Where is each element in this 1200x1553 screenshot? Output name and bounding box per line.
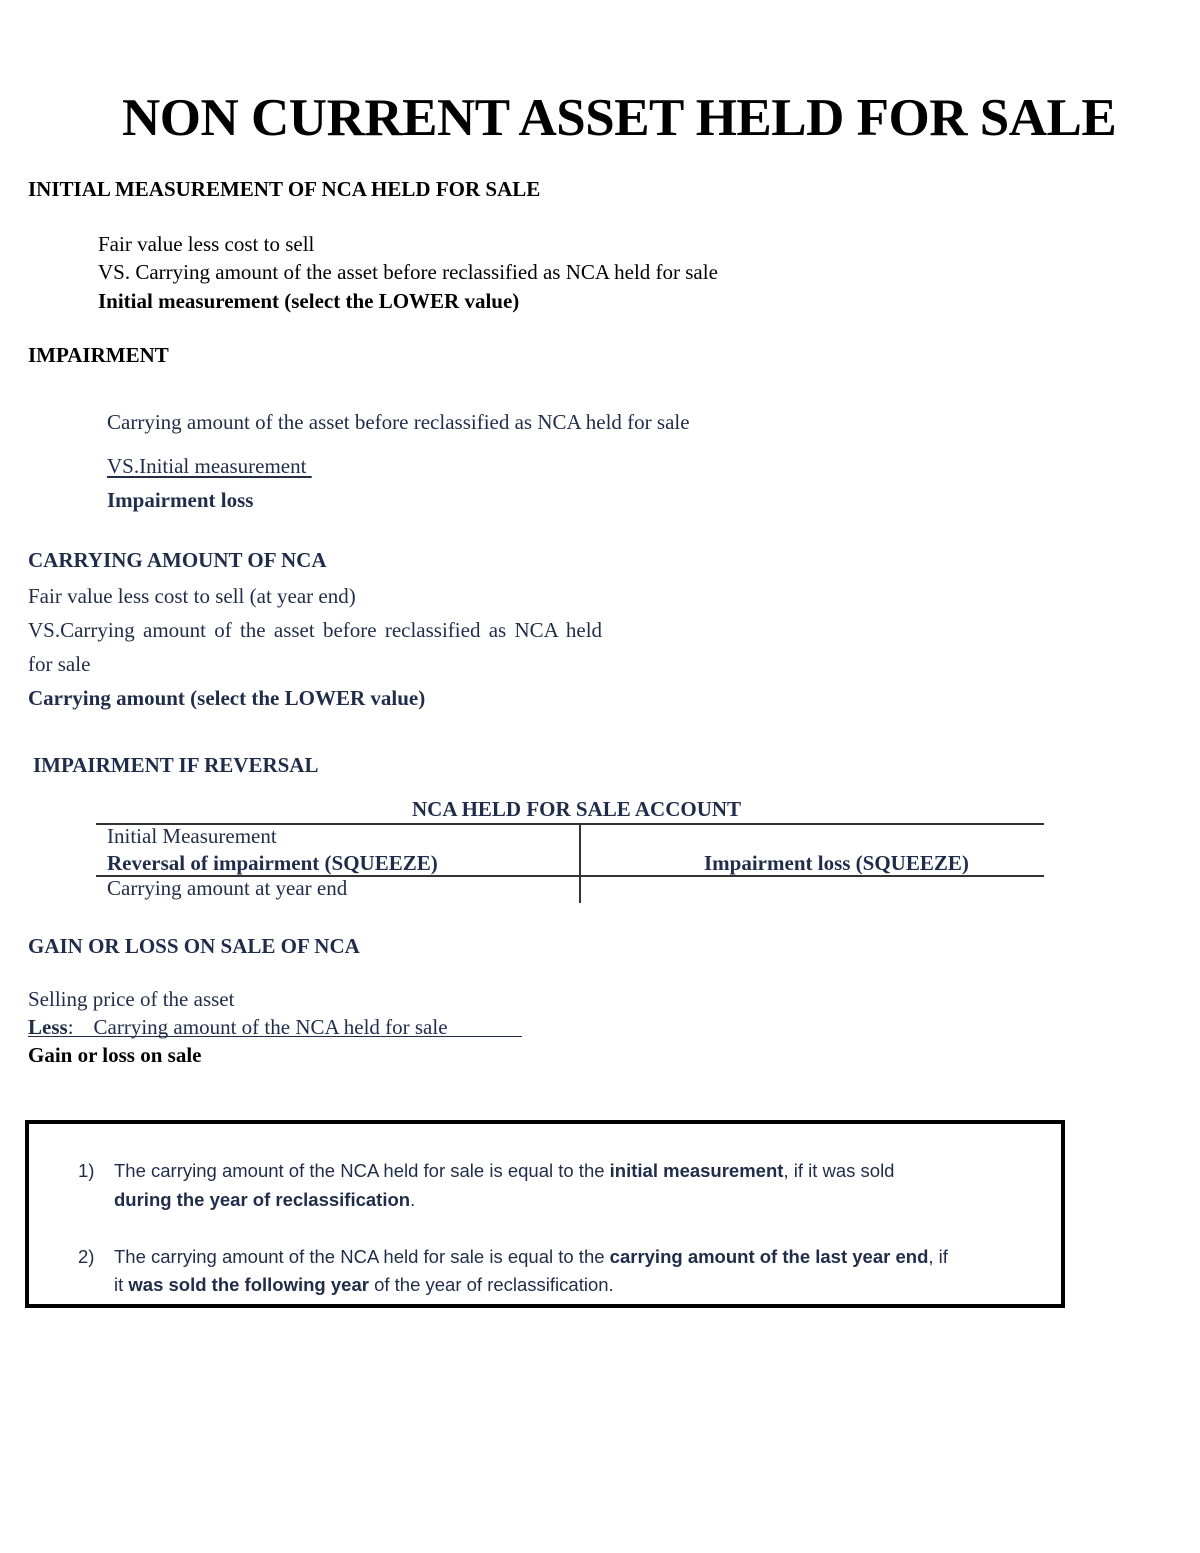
gain-loss-underline (28, 1036, 522, 1037)
t-account-debit-carrying: Carrying amount at year end (107, 876, 348, 900)
note-number: 1) (78, 1160, 95, 1181)
t-account-debit-reversal: Reversal of impairment (SQUEEZE) (107, 851, 438, 875)
t-account-debit-initial: Initial Measurement (107, 824, 277, 848)
t-account-divider (579, 823, 581, 903)
carrying-line-result: Carrying amount (select the LOWER value) (28, 686, 426, 710)
carrying-line-fair-value: Fair value less cost to sell (at year end) (28, 584, 356, 608)
impairment-line-initial-measurement: VS.Initial measurement (107, 454, 312, 478)
carrying-amount-heading: CARRYING AMOUNT OF NCA (28, 548, 327, 572)
less-carrying-amount: Carrying amount of the NCA held for sale (93, 1015, 448, 1039)
impairment-line-carrying-amount: Carrying amount of the asset before reclassified as NCA held for sale (107, 410, 690, 434)
initial-line-fair-value: Fair value less cost to sell (98, 232, 315, 256)
note-number: 2) (78, 1246, 95, 1267)
initial-line-result: Initial measurement (select the LOWER value) (98, 289, 520, 313)
reversal-heading: IMPAIRMENT IF REVERSAL (33, 753, 319, 777)
impairment-line-loss: Impairment loss (107, 488, 254, 512)
gain-loss-heading: GAIN OR LOSS ON SALE OF NCA (28, 934, 360, 958)
gain-loss-selling-price: Selling price of the asset (28, 987, 235, 1011)
t-account-title: NCA HELD FOR SALE ACCOUNT (412, 797, 742, 821)
impairment-heading: IMPAIRMENT (28, 343, 169, 367)
gain-loss-result: Gain or loss on sale (28, 1043, 202, 1067)
initial-measurement-heading: INITIAL MEASUREMENT OF NCA HELD FOR SALE (28, 177, 541, 201)
less-colon: : (67, 1015, 74, 1039)
initial-line-carrying-amount: VS. Carrying amount of the asset before reclassified as NCA held for sale (98, 260, 718, 284)
page-title: NON CURRENT ASSET HELD FOR SALE (122, 89, 1117, 147)
carrying-line-carrying-amount: VS.Carrying amount of the asset before reclassified as NCA held (28, 618, 603, 642)
t-account-credit-impairment: Impairment loss (SQUEEZE) (704, 851, 969, 875)
carrying-line-for-sale: for sale (28, 652, 91, 676)
less-label: Less (28, 1015, 68, 1039)
